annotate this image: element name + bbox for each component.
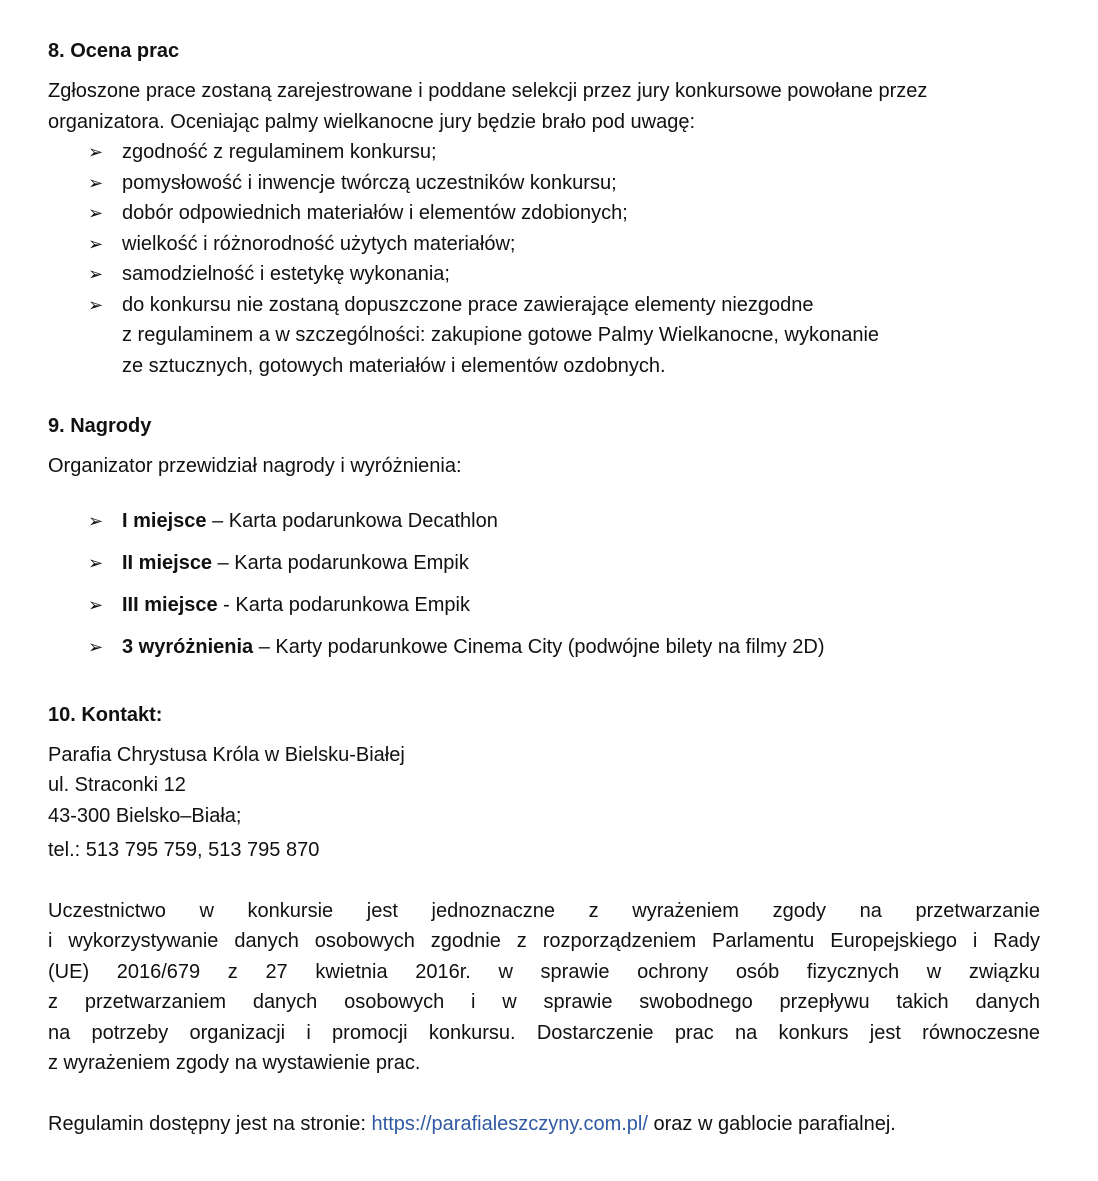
arrowhead-bullet-icon: ➢ [88,552,104,573]
section-9-heading: 9. Nagrody [48,415,152,437]
prize-description: - Karta podarunkowa Empik [217,593,470,616]
criteria-item [88,198,1040,229]
arrowhead-bullet-icon: ➢ [88,636,104,657]
criteria-item-text-line-3: ze sztucznych, gotowych materiałów i elementów ozdobnych. [122,354,666,377]
regulamin-link[interactable]: https://parafialeszczyny.com.pl/ [371,1112,648,1135]
prize-description: – Karty podarunkowe Cinema City (podwójne bilety na filmy 2D) [253,635,825,658]
criteria-item-text: samodzielność i estetykę wykonania; [122,263,450,285]
prize-item [88,632,1040,662]
arrowhead-bullet-icon: ➢ [88,142,104,162]
regulamin-suffix: oraz w gablocie parafialnej. [647,1112,896,1135]
prize-item [88,506,1040,536]
criteria-item [88,137,1040,168]
arrowhead-bullet-icon: ➢ [88,172,104,193]
criteria-item [88,290,1040,382]
arrowhead-bullet-icon: ➢ [88,594,104,615]
regulamin-prefix: Regulamin dostępny jest na stronie: [48,1112,372,1135]
address-line-2: ul. Straconki 12 [48,774,186,796]
prize-place: II miejsce [122,551,213,574]
consent-paragraph [48,896,1040,1079]
consent-line: na potrzeby organizacji i promocji konkursu. Dostarczenie prac na konkurs jest równoczesne [48,1021,1040,1044]
criteria-item-text: wielkość i różnorodność użytych materiałów; [122,232,516,255]
section-9-intro: Organizator przewidział nagrody i wyróżnienia: [48,455,462,477]
arrowhead-bullet-icon: ➢ [88,203,104,223]
prize-item [88,590,1040,620]
section-8-heading: 8. Ocena prac [48,40,180,62]
consent-line: z przetwarzaniem danych osobowych i w sprawie swobodnego przepływu takich danych [48,991,1040,1013]
address-line-3: 43-300 Bielsko–Biała; [48,804,242,827]
criteria-item [88,168,1040,199]
criteria-item [88,229,1040,260]
prize-item [88,548,1040,578]
prize-description: – Karta podarunkowa Empik [212,551,469,574]
criteria-item-text-line-1: do konkursu nie zostaną dopuszczone prace zawierające elementy niezgodne [122,293,814,316]
section-10-heading: 10. Kontakt: [48,703,163,726]
consent-line: z wyrażeniem zgody na wystawienie prac. [48,1052,421,1074]
criteria-item-text-line-2: z regulaminem a w szczególności: zakupione gotowe Palmy Wielkanocne, wykonanie [122,324,880,346]
address-line-1: Parafia Chrystusa Króla w Bielsku-Białej [48,743,405,766]
consent-line: Uczestnictwo w konkursie jest jednoznaczne z wyrażeniem zgody na przetwarzanie [48,899,1040,922]
prize-place: I miejsce [122,509,207,532]
prize-place: III miejsce [122,593,218,616]
arrowhead-bullet-icon: ➢ [88,233,104,254]
prize-description: – Karta podarunkowa Decathlon [206,509,498,532]
prize-place: 3 wyróżnienia [122,635,254,658]
criteria-item-text: zgodność z regulaminem konkursu; [122,141,437,163]
arrowhead-bullet-icon: ➢ [88,510,104,531]
consent-line: i wykorzystywanie danych osobowych zgodnie z rozporządzeniem Parlamentu Europejskiego i Rady [48,930,1040,952]
section-8-intro-line-2: organizatora. Oceniając palmy wielkanocne jury będzie brało pod uwagę: [48,110,696,133]
consent-line: (UE) 2016/679 z 27 kwietnia 2016r. w sprawie ochrony osób fizycznych w związku [48,960,1040,983]
criteria-item-text: pomysłowość i inwencje twórczą uczestników konkursu; [122,171,617,194]
regulamin-note [48,1109,1040,1140]
criteria-list [48,137,1040,381]
prizes-list [48,506,1040,662]
criteria-item [88,259,1040,290]
criteria-item-text: dobór odpowiednich materiałów i elementów zdobionych; [122,202,628,224]
arrowhead-bullet-icon: ➢ [88,264,104,284]
phone-numbers: tel.: 513 795 759, 513 795 870 [48,839,320,861]
section-8-intro-line-1: Zgłoszone prace zostaną zarejestrowane i poddane selekcji przez jury konkursowe powołane przez [48,80,928,102]
arrowhead-bullet-icon: ➢ [88,294,104,315]
